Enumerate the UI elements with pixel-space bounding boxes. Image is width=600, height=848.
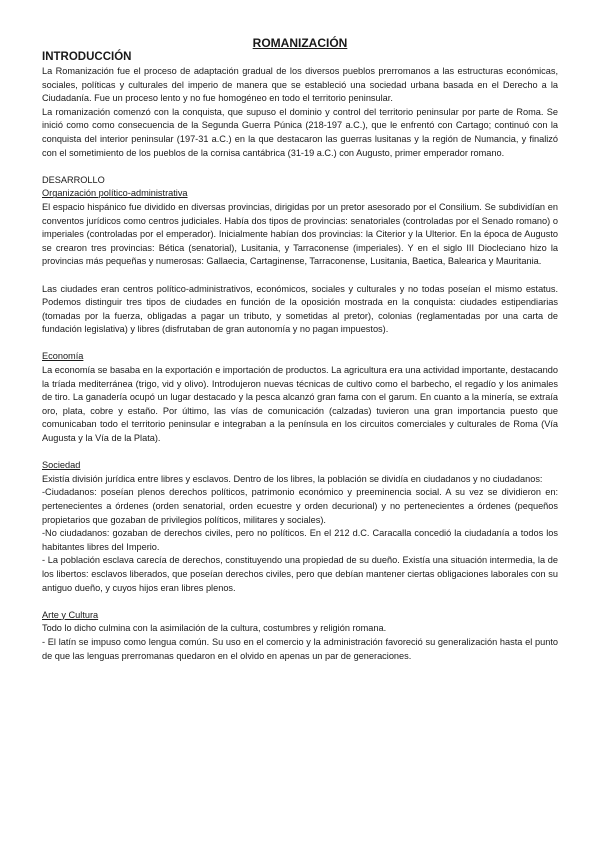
- arte-paragraph-2: - El latín se impuso como lengua común. Su uso en el comercio y la administración favoreció su generalización hasta el punto de que las lenguas prerromanas quedaron en el olvido en apenas un par de generaciones.: [42, 636, 558, 661]
- org-subheading: Organización político-administrativa: [42, 188, 188, 199]
- intro-paragraph-1: La Romanización fue el proceso de adaptación gradual de los diversos pueblos prerromanos a las estructuras económicas, sociales, políticas y culturales del imperio de manera que se estableció una sociedad urbana basada en el Derecho a la Ciudadanía. Fue un proceso lento y no fue homogéneo en todo el territorio peninsular.: [42, 66, 558, 104]
- sociedad-paragraph-3: -No ciudadanos: gozaban de derechos civiles, pero no políticos. En el 212 d.C. Caracalla concedió la ciudadanía a todos los habitantes libres del Imperio.: [42, 528, 558, 552]
- org-paragraph-1: El espacio hispánico fue dividido en diversas provincias, dirigidas por un pretor asesorado por el Consilium. Se subdividían en conventos jurídicos como centros judiciales. Había dos tipos de provincias: senatoriales (controladas por el Senado romano) o imperiales (controladas por el emperador). Inicialmente habían dos provincias: la Citerior y la Ulterior. En la época de Augusto se crearon tres provincias: Bética (senatorial), Lusitania, y Tarraconense (imperiales). Y en el siglo III Diocleciano hizo la provincias más pequeñas y numerosas: Gallaecia, Cartaginense, Tarraconense, Lusitania, Baetica, Balearica y Mauritania.: [42, 201, 558, 267]
- sociedad-paragraph-2: -Ciudadanos: poseían plenos derechos políticos, patrimonio económico y preeminencia social. A su vez se dividieron en: pertenecientes a órdenes (orden senatorial, orden ecuestre y orden decurional) y no pertenecientes a órdenes (pequeños propietarios que gozaban de privilegios políticos, militares y sociales).: [42, 487, 558, 525]
- economia-subheading: Economía: [42, 351, 84, 362]
- intro-paragraph-2: La romanización comenzó con la conquista, que supuso el dominio y control del territorio peninsular por parte de Roma. Se inició como como consecuencia de la Segunda Guerra Púnica (218-197 a.C.), que le enfrentó con Cartago; continuó con la conquista del interior peninsular (197-31 a.C.) en la que destacaron las guerras lusitanas y la región de Numancia, y finalizó con el sometimiento de los pueblos de la cornisa cantábrica (31-19 a.C.) con Augusto, primer emperador romano.: [42, 106, 558, 158]
- org-paragraph-2: Las ciudades eran centros político-administrativos, económicos, sociales y culturales y no todas poseían el mismo estatus. Podemos distinguir tres tipos de ciudades en función de la oposición mostrada en la conquista: ciudades estipendiarias (tomadas por la fuerza, obligadas a pagar un tributo, y sometidas al pretor), colonias (reglamentadas por una carta de fundación legislativa) y libres (disfrutaban de gran autonomía y no pagan impuestos).: [42, 283, 558, 335]
- economia-paragraph-1: La economía se basaba en la exportación e importación de productos. La agricultura era una actividad importante, destacando la tríada mediterránea (trigo, vid y olivo). Introdujeron nuevas técnicas de cultivo como el barbecho, el regadío y los animales de tiro. La ganadería ocupó un lugar destacado y la pesca alcanzó gran fama con el garum. En cuanto a la minería, se extraía oro, plata, cobre y estaño. Por último, las vías de comunicación (calzadas) tuvieron una gran importancia puesto que comunicaban todo el territorio peninsular e integraban a la península en los circuitos comerciales y culturales de Roma (Vía Augusta y la Vía de la Plata).: [42, 365, 558, 444]
- sociedad-paragraph-1: Existía división jurídica entre libres y esclavos. Dentro de los libres, la población se dividía en ciudadanos y no ciudadanos:: [42, 473, 543, 484]
- arte-paragraph-1: Todo lo dicho culmina con la asimilación de la cultura, costumbres y religión romana.: [42, 623, 387, 634]
- sociedad-paragraph-4: - La población esclava carecía de derechos, constituyendo una propiedad de su dueño. Existía una situación intermedia, la de los libertos: esclavos liberados, que poseían derechos civiles, pero que debían mantener ciertas obligaciones laborales con su antiguo dueño, y cuyos hijos eran libres plenos.: [42, 555, 558, 593]
- desarrollo-heading: DESARROLLO: [42, 174, 105, 185]
- arte-subheading: Arte y Cultura: [42, 609, 99, 620]
- intro-heading: INTRODUCCIÓN: [42, 51, 132, 63]
- sociedad-subheading: Sociedad: [42, 460, 81, 471]
- page-title: ROMANIZACIÓN: [252, 36, 348, 50]
